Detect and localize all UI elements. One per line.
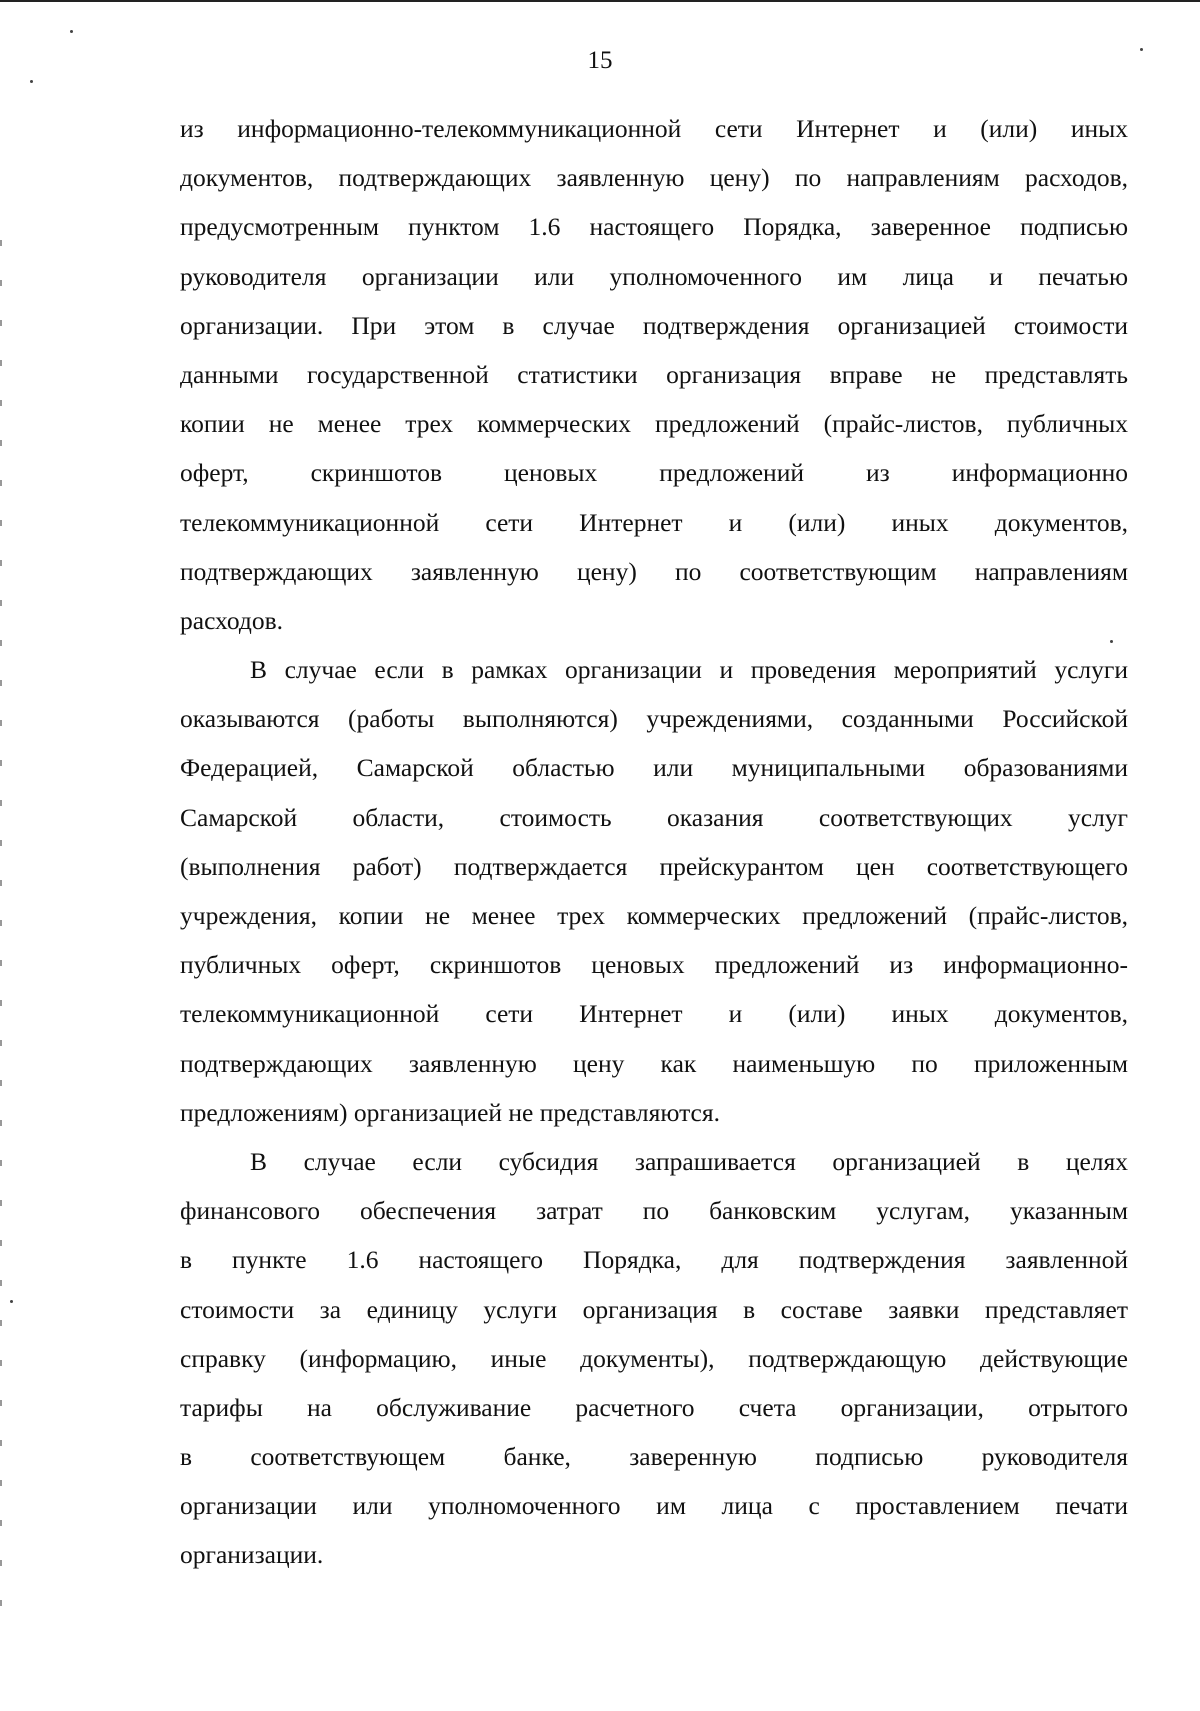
text-line: руководителя организации или уполномоченного им лица и печатью (180, 261, 1128, 291)
text-line: из информационно-телекоммуникационной сети Интернет и (или) иных (180, 114, 1128, 143)
text-line: организации. (180, 1540, 324, 1570)
text-line: (выполнения работ) подтверждается прейскурантом цен соответствующего (180, 851, 1128, 881)
text-line: Федерацией, Самарской областью или муниципальными образованиями (180, 753, 1128, 783)
paragraph (180, 645, 1128, 1137)
text-line: предусмотренным пунктом 1.6 настоящего Порядка, заверенное подписью (180, 212, 1128, 242)
text-line: оказываются (работы выполняются) учреждениями, созданными Российской (180, 704, 1128, 734)
document-body (180, 104, 1128, 1580)
scan-speck (1110, 640, 1113, 643)
text-line: учреждения, копии не менее трех коммерческих предложений (прайс-листов, (180, 901, 1128, 930)
scan-speck (70, 30, 73, 33)
scan-speck (30, 80, 33, 83)
text-line: расходов. (180, 605, 283, 635)
scan-left-edge (0, 240, 2, 1640)
scan-top-border (0, 0, 1200, 2)
text-line: копии не менее трех коммерческих предложений (прайс-листов, публичных (180, 409, 1128, 439)
text-line: В случае если в рамках организации и проведения мероприятий услуги (250, 655, 1128, 685)
paragraph (180, 1137, 1128, 1580)
text-line: организации или уполномоченного им лица с проставлением печати (180, 1491, 1128, 1521)
text-line: Самарской области, стоимость оказания соответствующих услуг (180, 802, 1128, 832)
text-line: стоимости за единицу услуги организация в составе заявки представляет (180, 1294, 1128, 1324)
text-line: данными государственной статистики организация вправе не представлять (180, 359, 1128, 389)
text-line: документов, подтверждающих заявленную цену) по направлениям расходов, (180, 163, 1128, 193)
paragraph (180, 104, 1128, 645)
text-line: организации. При этом в случае подтверждения организацией стоимости (180, 310, 1128, 340)
text-line: справку (информацию, иные документы), подтверждающую действующие (180, 1343, 1128, 1373)
text-line: предложениям) организацией не представляются. (180, 1097, 720, 1127)
text-line: финансового обеспечения затрат по банковским услугам, указанным (180, 1196, 1128, 1226)
text-line: публичных оферт, скриншотов ценовых предложений из информационно- (180, 950, 1128, 980)
text-line: телекоммуникационной сети Интернет и (или) иных документов, (180, 507, 1128, 537)
text-line: подтверждающих заявленную цену как наименьшую по приложенным (180, 1048, 1128, 1078)
text-line: телекоммуникационной сети Интернет и (или) иных документов, (180, 999, 1128, 1029)
text-line: в соответствующем банке, заверенную подписью руководителя (180, 1442, 1128, 1472)
text-line: тарифы на обслуживание расчетного счета организации, отрытого (180, 1392, 1128, 1422)
scan-speck (10, 1300, 13, 1303)
text-line: В случае если субсидия запрашивается организацией в целях (250, 1146, 1128, 1176)
text-line: подтверждающих заявленную цену) по соответствующим направлениям (180, 556, 1128, 586)
scan-speck (1140, 48, 1143, 51)
page-number: 15 (587, 47, 613, 74)
text-line: оферт, скриншотов ценовых предложений из информационно (180, 458, 1128, 488)
text-line: в пункте 1.6 настоящего Порядка, для подтверждения заявленной (180, 1245, 1128, 1275)
